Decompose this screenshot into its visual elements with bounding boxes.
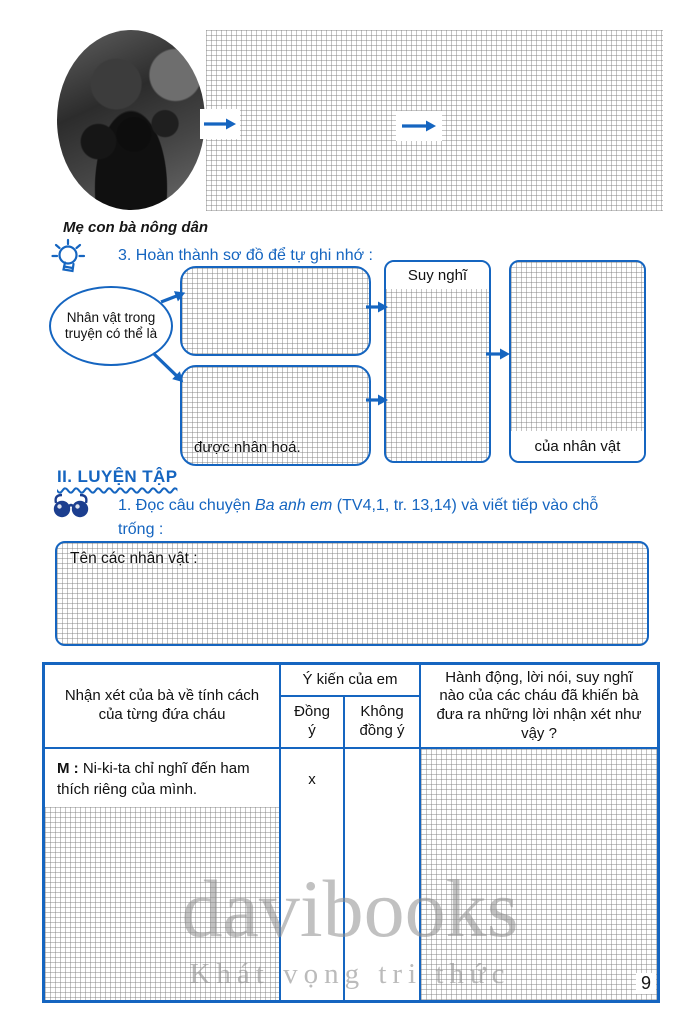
memo-box-of-character (509, 260, 646, 463)
story-illustration-image (57, 30, 205, 210)
memo-oval-label: Nhân vật trong truyện có thể là (64, 309, 158, 341)
glasses-icon (50, 491, 92, 526)
header-agree: Đồng ý (280, 696, 344, 748)
cell-remark-example (44, 748, 280, 1001)
task-text-suffix: (TV4,1, tr. 13,14) và viết tiếp vào chỗ trống : (118, 497, 599, 538)
watermark-tagline: Khát vọng tri thức (189, 958, 511, 990)
writing-grid-remark (45, 807, 279, 1000)
right-arrow-icon (402, 119, 436, 133)
arrow-box1-to-thoughts (366, 300, 388, 314)
right-arrow-icon (204, 117, 236, 131)
story-title: Ba anh em (254, 497, 333, 514)
cell-disagree-empty (344, 748, 420, 1001)
header-evidence: Hành động, lời nói, suy nghĩ nào của các cháu đã khiến bà đưa ra những lời nhận xét như vậy ? (420, 664, 658, 748)
watermark-title: davibooks (181, 863, 519, 954)
example-marker: M : (57, 760, 79, 777)
cell-evidence-writing-grid (420, 748, 658, 1001)
of-character-label: của nhân vật (511, 431, 644, 461)
character-names-box (55, 541, 649, 646)
arrow-oval-to-box2 (148, 348, 188, 387)
illustration-caption: Mẹ con bà nông dân (63, 219, 208, 236)
answer-table (42, 662, 660, 1003)
memo-box-character-type-1 (180, 266, 371, 356)
page-number: 9 (636, 973, 656, 994)
header-disagree: Không đồng ý (344, 696, 420, 748)
arrow-thoughts-to-character (486, 347, 510, 361)
section-heading-luyen-tap: II. LUYỆN TẬP (57, 467, 178, 486)
header-opinion-group: Ý kiến của em (280, 664, 420, 696)
header-remark: Nhận xét của bà về tính cách của từng đứa cháu (44, 664, 280, 748)
practice-task (118, 494, 626, 542)
thoughts-label: Suy nghĩ (386, 262, 489, 289)
memo-box-thoughts (384, 260, 491, 463)
task-text-prefix: 1. Đọc câu chuyện (118, 497, 255, 514)
arrow-grid-continuation (396, 111, 442, 141)
cell-agree-mark: x (280, 748, 344, 1001)
character-names-label: Tên các nhân vật : (70, 550, 198, 567)
example-remark-text: Ni-ki-ta chỉ nghĩ đến ham thích riêng của mình. (57, 760, 250, 798)
arrow-illustration-to-grid (200, 109, 240, 139)
memo-box-character-type-2 (180, 365, 371, 466)
personified-label: được nhân hoá. (194, 439, 301, 456)
memo-instruction: 3. Hoàn thành sơ đồ để tự ghi nhớ : (118, 247, 373, 264)
lightbulb-icon (49, 236, 89, 283)
arrow-box2-to-thoughts (366, 393, 388, 407)
